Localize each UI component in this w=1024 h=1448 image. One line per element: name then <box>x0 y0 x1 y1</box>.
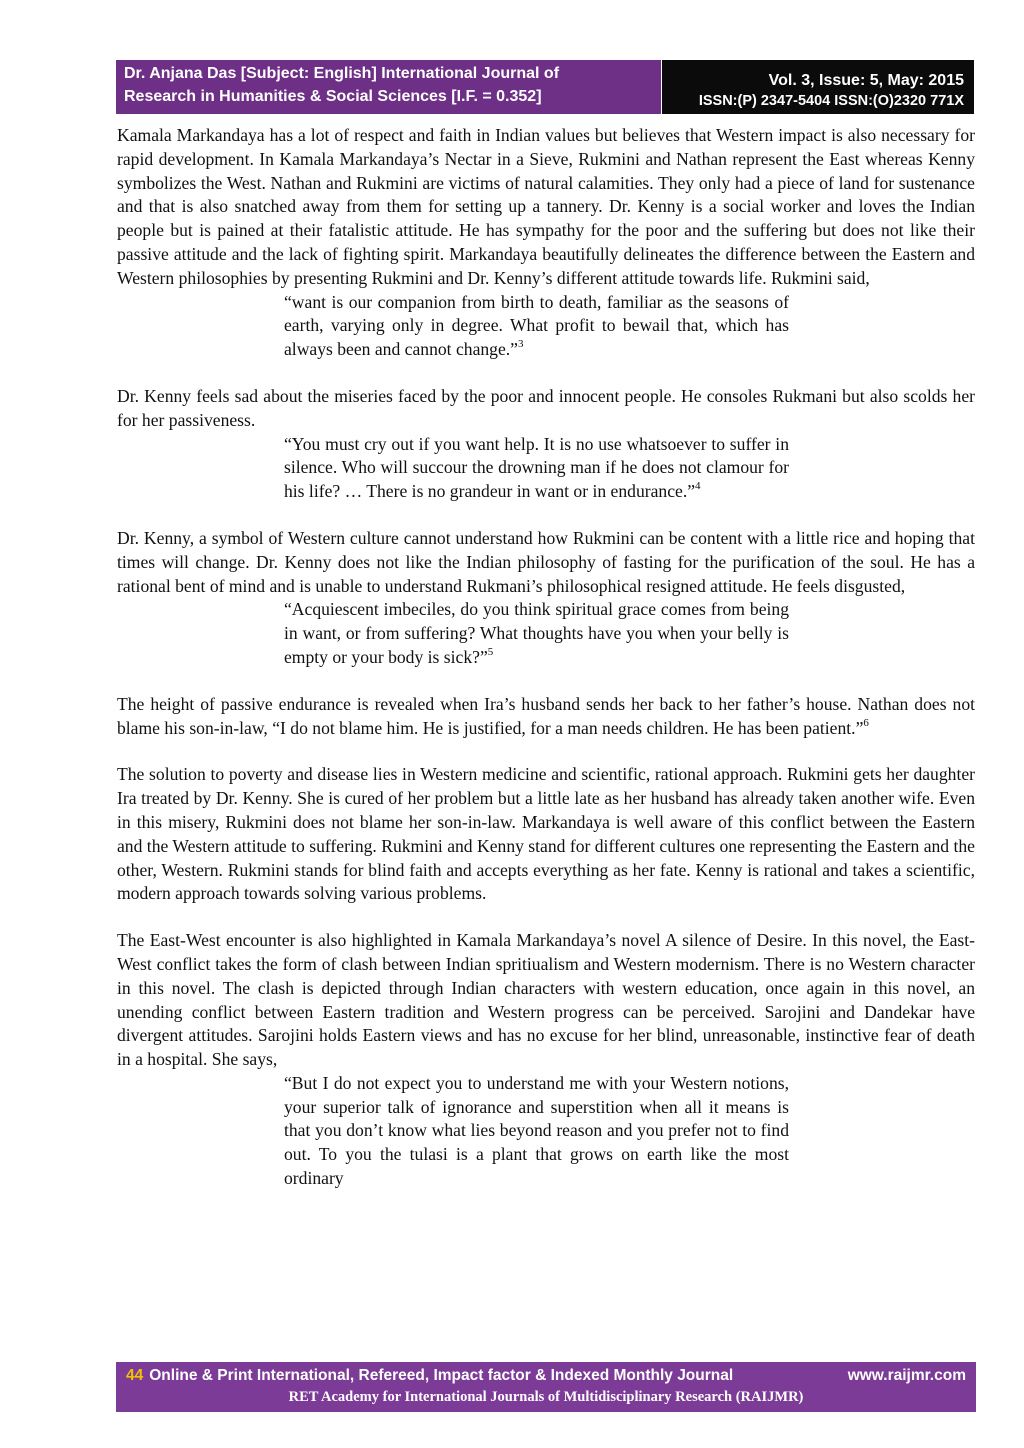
paragraph: The East-West encounter is also highlighted in Kamala Markandaya’s novel A silence of Desire. In this novel, the East-West conflict takes the form of clash between Indian spritiualism and Western modernism. There is no Western character in this novel. The clash is depicted through Indian characters with western education, once again in this novel, an unending conflict between Eastern tradition and Western progress can be perceived. Sarojini and Dandekar have divergent attitudes. Sarojini holds Eastern views and has no excuse for her blind, unreasonable, instinctive fear of death in a hospital. She says, <box>117 930 975 1070</box>
footnote-ref: 3 <box>518 338 524 351</box>
quote-text: “want is our companion from birth to death, familiar as the seasons of earth, varying only in degree. What profit to bewail that, which has always been and cannot change.” <box>284 291 789 360</box>
block-quote <box>284 1072 789 1191</box>
footnote-ref: 4 <box>695 480 701 493</box>
paragraph <box>117 693 975 741</box>
block-quote <box>284 291 789 362</box>
paragraph: Dr. Kenny, a symbol of Western culture cannot understand how Rukmini can be content with a little rice and hoping that times will change. Dr. Kenny does not like the Indian philosophy of fasting for the purification of the soul. He has a rational bent of mind and is unable to understand Rukmani’s philosophical resigned attitude. He feels disgusted, <box>117 527 975 596</box>
paragraph: The solution to poverty and disease lies in Western medicine and scientific, rational approach. Rukmini gets her daughter Ira treated by Dr. Kenny. She is cured of her problem but a little late as her husband has already taken another wife. Even in this misery, Rukmini does not blame her son-in-law. Markandaya is well aware of this conflict between the Eastern and the Western attitude to suffering. Rukmini and Kenny stand for different cultures one representing the Eastern and the other, Western. Rukmini stands for blind faith and accepts everything as her fate. Kenny is rational and takes a scientific, modern approach towards solving various problems. <box>117 764 975 904</box>
journal-header-issue <box>662 60 974 114</box>
block-quote <box>284 433 789 504</box>
footer-academy: RET Academy for International Journals of Multidisciplinary Research (RAIJMR) <box>288 1389 804 1405</box>
article-body <box>117 124 975 1191</box>
quote-text: “But I do not expect you to understand me with your Western notions, your superior talk of ignorance and superstition when all it means is that you don’t know what lies beyond reason and you prefer not to find out. To you the tulasi is a plant that grows on earth like the most ordinary <box>284 1072 789 1189</box>
page-number: 44 <box>126 1367 144 1384</box>
paragraph-text: The height of passive endurance is revealed when Ira’s husband sends her back to her father’s house. Nathan does not blame his son-in-law, “I do not blame him. He is justified, for a man needs children. He has been patient.” <box>117 693 975 738</box>
journal-footer <box>116 1362 976 1412</box>
paragraph: Dr. Kenny feels sad about the miseries faced by the poor and innocent people. He consoles Rukmani but also scolds her for her passiveness. <box>117 385 975 430</box>
header-journal-line: Research in Humanities & Social Sciences [I.F. = 0.352] <box>124 88 542 105</box>
paragraph: Kamala Markandaya has a lot of respect and faith in Indian values but believes that Western impact is also necessary for rapid development. In Kamala Markandaya’s Nectar in a Sieve, Rukmini and Nathan represent the East whereas Kenny symbolizes the West. Nathan and Rukmini are victims of natural calamities. They only had a piece of land for sustenance and that is also snatched away from them for setting up a tannery. Dr. Kenny is a social worker and loves the Indian people but is pained at their fatalistic attitude. He has sympathy for the poor and the suffering but does not like their passive attitude and the lack of fighting spirit. Markandaya beautifully delineates the difference between the Eastern and Western philosophies by presenting Rukmini and Dr. Kenny’s different attitude towards life. Rukmini said, <box>117 125 975 288</box>
block-quote <box>284 598 789 669</box>
header-volume: Vol. 3, Issue: 5, May: 2015 <box>768 72 964 89</box>
quote-text: “You must cry out if you want help. It is no use whatsoever to suffer in silence. Who will succour the drowning man if he does not clamour for his life? … There is no grandeur in want or in endurance.” <box>284 433 789 502</box>
header-author-line: Dr. Anjana Das [Subject: English] International Journal of <box>124 65 560 82</box>
quote-text: “Acquiescent imbeciles, do you think spiritual grace comes from being in want, or from suffering? What thoughts have you when your belly is empty or your body is sick?” <box>284 599 789 667</box>
header-issn: ISSN:(P) 2347-5404 ISSN:(O)2320 771X <box>698 93 964 109</box>
footnote-ref: 5 <box>487 646 494 659</box>
footer-journal-info <box>126 1366 733 1386</box>
journal-header-title <box>116 60 661 114</box>
footer-journal-text: Online & Print International, Refereed, Impact factor & Indexed Monthly Journal <box>149 1367 734 1384</box>
footnote-ref: 6 <box>863 716 869 729</box>
footer-top-line <box>116 1362 976 1386</box>
footer-website: www.raijmr.com <box>847 1367 966 1384</box>
